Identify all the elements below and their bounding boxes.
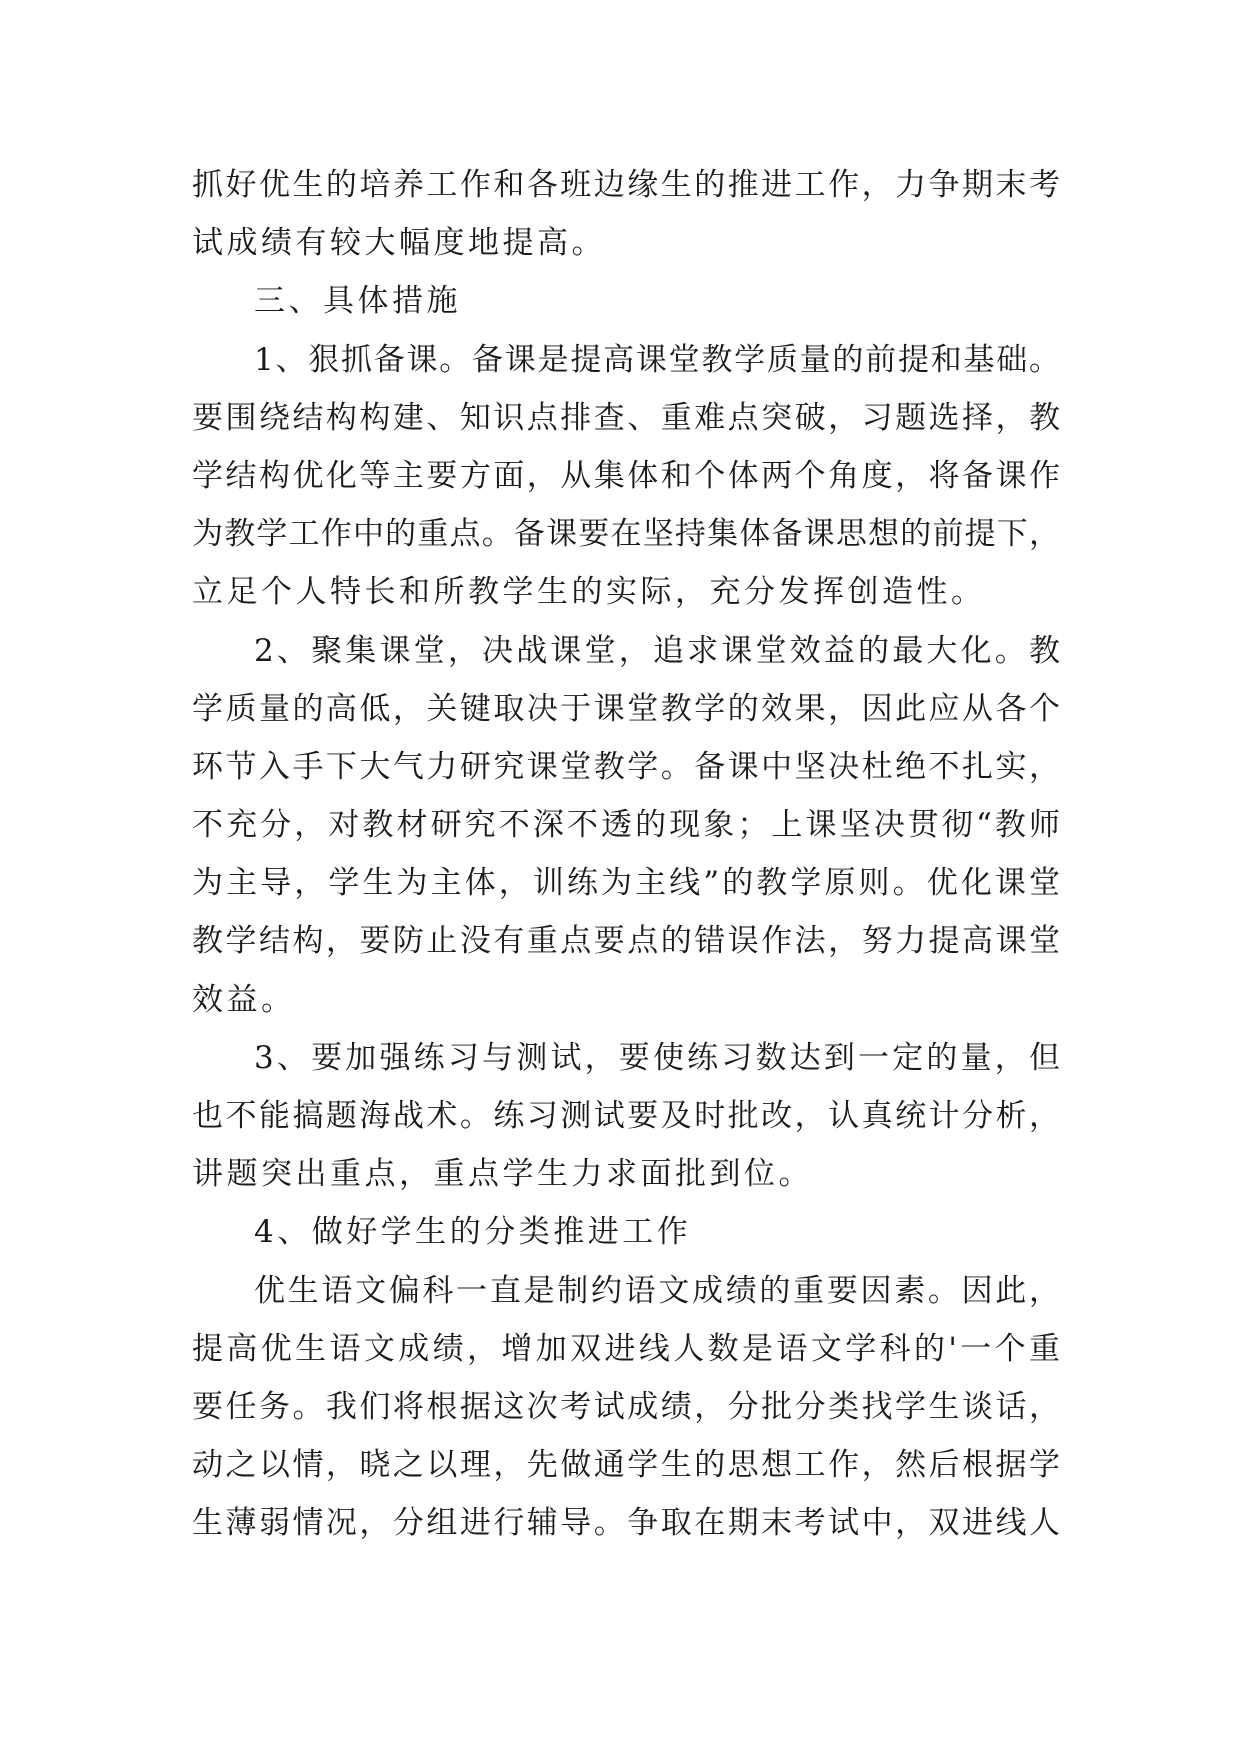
text-line: 立足个人特长和所教学生的实际，充分发挥创造性。 xyxy=(192,574,986,611)
text-line: 抓好优生的培养工作和各班边缘生的推进工作，力争期末考 xyxy=(192,167,1060,203)
text-line: 环节入手下大气力研究课堂教学。备课中坚决杜绝不扎实， xyxy=(192,748,1060,785)
text-line: 3、要加强练习与测试，要使练习数达到一定的量，但 xyxy=(254,1039,1060,1076)
text-line: 教学结构，要防止没有重点要点的错误作法，努力提高课堂 xyxy=(192,923,1060,960)
text-line: 也不能搞题海战术。练习测试要及时批改，认真统计分析， xyxy=(192,1098,1060,1134)
text-line: 试成绩有较大幅度地提高。 xyxy=(192,225,606,262)
text-line: 生薄弱情况，分组进行辅导。争取在期末考试中，双进线人 xyxy=(192,1505,1060,1542)
text-line: 讲题突出重点，重点学生力求面批到位。 xyxy=(192,1156,813,1193)
text-line: 不充分，对教材研究不深不透的现象；上课坚决贯彻“教师 xyxy=(192,807,1060,844)
text-line: 1、狠抓备课。备课是提高课堂教学质量的前提和基础。 xyxy=(254,341,1060,378)
text-line: 学结构优化等主要方面，从集体和个体两个角度，将备课作 xyxy=(192,457,1060,494)
text-line: 动之以情，晓之以理，先做通学生的思想工作，然后根据学 xyxy=(192,1447,1060,1484)
text-line: 要围绕结构构建、知识点排查、重难点突破，习题选择，教 xyxy=(192,399,1060,436)
text-line: 为教学工作中的重点。备课要在坚持集体备课思想的前提下， xyxy=(192,516,1060,553)
text-line: 三、具体措施 xyxy=(254,283,461,320)
text-line: 4、做好学生的分类推进工作 xyxy=(254,1214,692,1251)
text-line: 提高优生语文成绩，增加双进线人数是语文学科的'一个重 xyxy=(192,1330,1060,1367)
text-line: 学质量的高低，关键取决于课堂教学的效果，因此应从各个 xyxy=(192,690,1060,727)
text-line: 要任务。我们将根据这次考试成绩，分批分类找学生谈话， xyxy=(192,1388,1060,1425)
text-line: 为主导，学生为主体，训练为主线”的教学原则。优化课堂 xyxy=(192,865,1060,902)
document-body xyxy=(192,156,1060,1553)
text-line: 2、聚集课堂，决战课堂，追求课堂效益的最大化。教 xyxy=(254,632,1060,669)
text-line: 效益。 xyxy=(192,981,296,1018)
text-line: 优生语文偏科一直是制约语文成绩的重要因素。因此， xyxy=(254,1272,1060,1309)
